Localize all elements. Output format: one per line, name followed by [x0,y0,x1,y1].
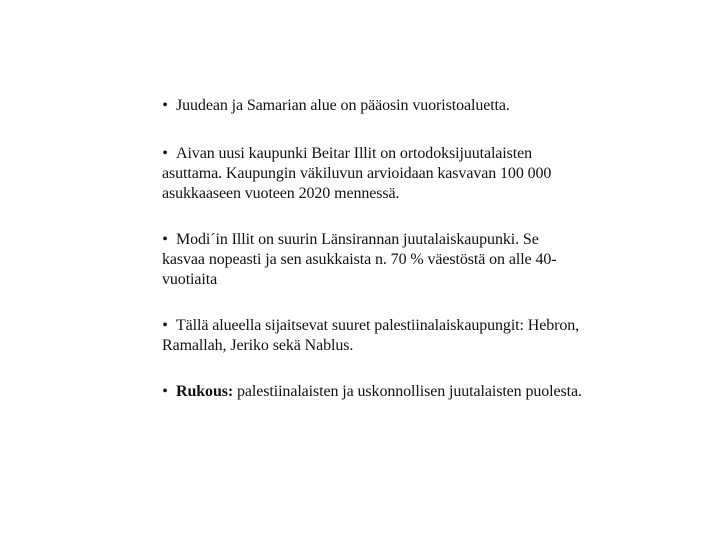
bullet-item-beitar-illit [162,144,582,204]
bullet-text: Juudean ja Samarian alue on pääosin vuoristoaluetta. [176,97,510,114]
bullet-item-terrain [162,96,582,116]
bullet-item-palestinian-cities [162,316,582,356]
bullet-icon: • [162,145,168,162]
bullet-icon: • [162,317,168,334]
bullet-text: Aivan uusi kaupunki Beitar Illit on ortodoksijuutalaisten asuttama. Kaupungin väkiluvun arvioidaan kasvavan 100 000 asukkaaseen vuoteen 2020 mennessä. [162,145,552,202]
bullet-icon: • [162,383,168,400]
bullet-item-modiin-illit [162,230,582,290]
bullet-text: palestiinalaisten ja uskonnollisen juutalaisten puolesta. [233,383,582,400]
bullet-list [162,96,582,428]
bullet-item-prayer [162,382,582,402]
bullet-icon: • [162,231,168,248]
prayer-label: Rukous: [176,383,234,400]
bullet-icon: • [162,97,168,114]
bullet-text: Modi´in Illit on suurin Länsirannan juutalaiskaupunki. Se kasvaa nopeasti ja sen asukkaista n. 70 % väestöstä on alle 40-vuotiaita [162,231,557,288]
bullet-text: Tällä alueella sijaitsevat suuret palestiinalaiskaupungit: Hebron, Ramallah, Jeriko sekä Nablus. [162,317,580,354]
